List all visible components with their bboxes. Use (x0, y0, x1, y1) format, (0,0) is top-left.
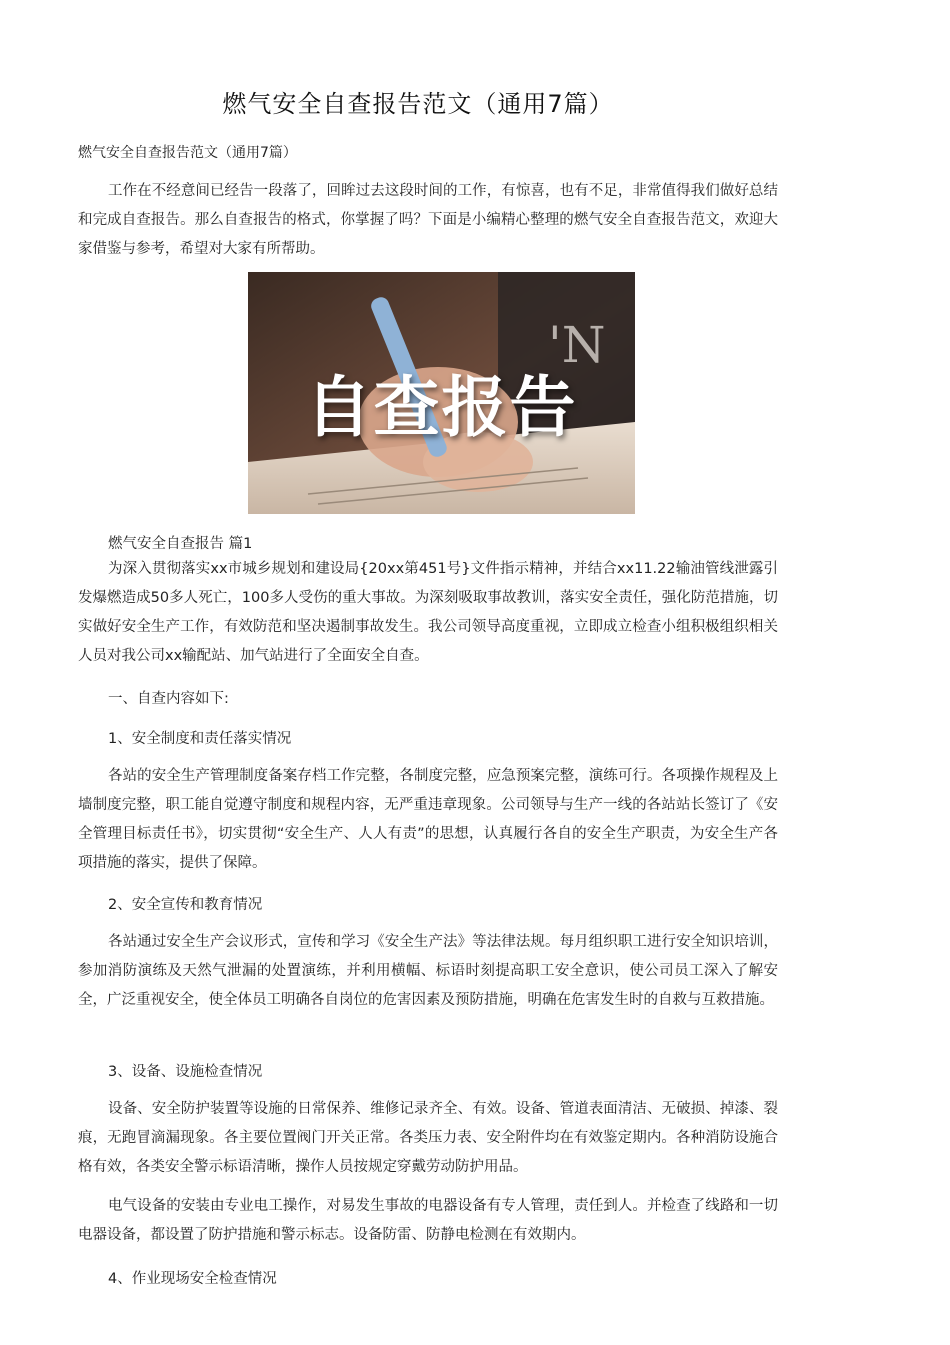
hero-image (248, 272, 635, 514)
chapter-paragraph: 为深入贯彻落实xx市城乡规划和建设局{20xx第451号}文件指示精神，并结合xx11.22输油管线泄露引发爆燃造成50多人死亡，100多人受伤的重大事故。为深刻吸取事故教训，落实安全责任，强化防范措施，切实做好安全生产工作，有效防范和坚决遏制事故发生。我公司领导高度重视，立即成立检查小组积极组织相关人员对我公司xx输配站、加气站进行了全面安全自查。 (78, 561, 778, 664)
document-subtitle: 燃气安全自查报告范文（通用7篇） (78, 145, 297, 161)
section-3-paragraph-2: 电气设备的安装由专业电工操作，对易发生事故的电器设备有专人管理，责任到人。并检查了线路和一切电器设备，都设置了防护措施和警示标志。设备防雷、防静电检测在有效期内。 (78, 1198, 778, 1243)
section-3-heading: 3、设备、设施检查情况 (108, 1064, 263, 1080)
document-title: 燃气安全自查报告范文（通用7篇） (222, 90, 614, 118)
section-4-heading: 4、作业现场安全检查情况 (108, 1271, 277, 1287)
intro-paragraph: 工作在不经意间已经告一段落了，回眸过去这段时间的工作，有惊喜，也有不足，非常值得我们做好总结和完成自查报告。那么自查报告的格式，你掌握了吗？下面是小编精心整理的燃气安全自查报告范文，欢迎大家借鉴与参考，希望对大家有所帮助。 (78, 183, 778, 257)
chapter-title: 燃气安全自查报告 篇1 (108, 536, 253, 552)
section-2-heading: 2、安全宣传和教育情况 (108, 897, 263, 913)
section-2-paragraph: 各站通过安全生产会议形式，宣传和学习《安全生产法》等法律法规。每月组织职工进行安全知识培训，参加消防演练及天然气泄漏的处置演练，并利用横幅、标语时刻提高职工安全意识，使公司员工深入了解安全，广泛重视安全，使全体员工明确各自岗位的危害因素及预防措施，明确在危害发生时的自救与互救措施。 (78, 934, 778, 1008)
section-1-heading: 1、安全制度和责任落实情况 (108, 731, 292, 747)
hero-caption: 自查报告 (305, 369, 578, 446)
svg-text:'N: 'N (548, 316, 606, 374)
section-1-paragraph: 各站的安全生产管理制度备案存档工作完整，各制度完整，应急预案完整，演练可行。各项操作规程及上墙制度完整，职工能自觉遵守制度和规程内容，无严重违章现象。公司领导与生产一线的各站站长签订了《安全管理目标责任书》，切实贯彻“安全生产、人人有责”的思想，认真履行各自的安全生产职责，为安全生产各项措施的落实，提供了保障。 (78, 768, 778, 871)
section-3-paragraph-1: 设备、安全防护装置等设施的日常保养、维修记录齐全、有效。设备、管道表面清洁、无破损、掉漆、裂痕，无跑冒滴漏现象。各主要位置阀门开关正常。各类压力表、安全附件均在有效鉴定期内。各种消防设施合格有效，各类安全警示标语清晰，操作人员按规定穿戴劳动防护用品。 (78, 1101, 778, 1175)
section-heading: 一、自查内容如下: (108, 691, 229, 707)
